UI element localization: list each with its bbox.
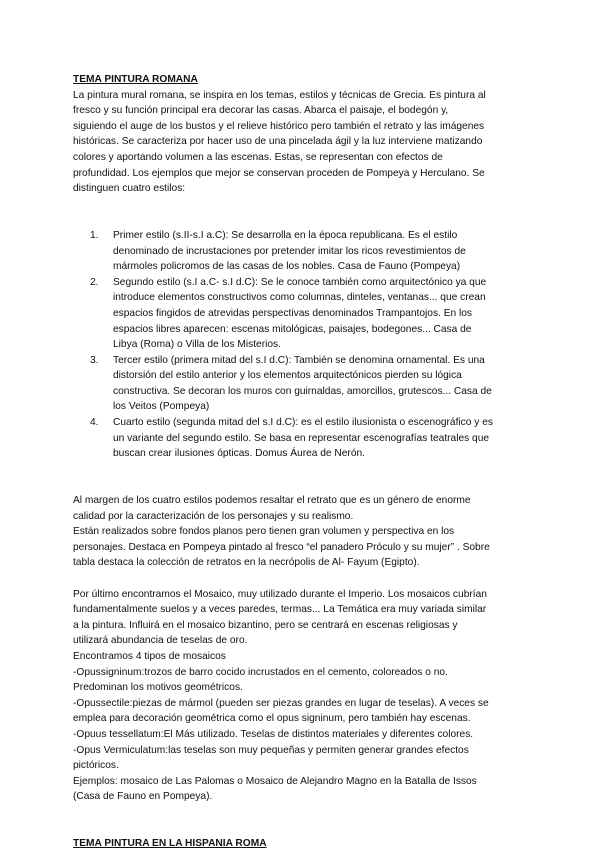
list-line: los Veitos (Pompeya) — [113, 401, 210, 413]
intro-line: distinguen cuatro estilos: — [73, 183, 186, 195]
list-item-style-2 — [73, 275, 538, 353]
list-line: espacios fingidos de atrevidas perspectivas denominados Trampantojos. En los — [113, 307, 473, 319]
mosaic-line: -Opus Vermiculatum:las teselas son muy pequeñas y permiten generar grandes efectos — [73, 744, 469, 756]
list-line: Cuarto estilo (segunda mitad del s.I d.C): es el estilo ilusionista o escenográfico y es — [113, 417, 493, 429]
list-line: buscan crear ilusiones ópticas. Domus Áurea de Nerón. — [113, 448, 365, 460]
list-line: introduce elementos constructivos como columnas, dinteles, ventanas... que crean — [113, 292, 486, 304]
section-title: TEMA PINTURA ROMANA — [73, 74, 198, 85]
portrait-line: Al margen de los cuatro estilos podemos resaltar el retrato que es un género de enorme — [73, 495, 471, 507]
portrait-line: personajes. Destaca en Pompeya pintado al fresco “el panadero Próculo y su mujer” . Sobre — [73, 541, 490, 553]
mosaic-line: (Casa de Fauno en Pompeya). — [73, 791, 213, 803]
portrait-line: Están realizados sobre fondos planos pero tienen gran volumen y perspectiva en los — [73, 526, 455, 538]
portrait-line: calidad por la caracterización de los personajes y su realismo. — [73, 510, 354, 522]
intro-line: siguiendo el auge de los bustos y el relieve histórico pero también el retrato y las imágenes — [73, 120, 485, 132]
list-line: mármoles policromos de las casas de los nobles. Casa de Fauno (Pompeya) — [113, 261, 461, 273]
styles-list — [73, 228, 538, 462]
mosaic-line: a la pintura. Influirá en el mosaico bizantino, pero se centrará en escenas religiosas y — [73, 619, 458, 631]
list-line: distorsión del estilo anterior y los elementos arquitectónicos pierden su lógica — [113, 370, 462, 382]
mosaic-line: Ejemplos: mosaico de Las Palomas o Mosaico de Alejandro Magno en la Batalla de Issos — [73, 775, 477, 787]
mosaic-line: fundamentalmente suelos y a veces paredes, termas... La Temática era muy variada similar — [73, 604, 487, 616]
mosaic-line: pictóricos. — [73, 760, 119, 772]
list-number: 1. — [90, 229, 99, 241]
mosaic-line: emplea para decoración geométrica como el opus signinum, pero también hay escenas. — [73, 713, 471, 725]
list-number: 4. — [90, 417, 99, 429]
list-line: Primer estilo (s.II-s.I a.C): Se desarrolla en la época republicana. Es el estilo — [113, 229, 458, 241]
mosaic-line: Encontramos 4 tipos de mosaicos — [73, 650, 226, 662]
list-item-style-1 — [73, 228, 538, 275]
list-line: Libya (Roma) o Villa de los Misterios. — [113, 339, 281, 351]
mosaic-line: Por último encontramos el Mosaico, muy utilizado durante el Imperio. Los mosaicos cubrían — [73, 588, 487, 600]
mosaic-line: -Opussectile:piezas de mármol (pueden ser piezas grandes en lugar de teselas). A veces se — [73, 697, 489, 709]
list-line: denominado de incrustaciones por pretender imitar los ricos revestimientos de — [113, 245, 466, 257]
mosaic-line: utilizará abundancia de teselas de oro. — [73, 635, 248, 647]
list-number: 3. — [90, 354, 99, 366]
list-item-style-3 — [73, 353, 538, 415]
intro-paragraph — [73, 88, 538, 197]
intro-line: colores y aportando volumen a las escenas. Estas, se representan con efectos de — [73, 151, 443, 163]
section-title-hispania: TEMA PINTURA EN LA HISPANIA ROMA — [73, 838, 267, 850]
mosaic-line: -Opussigninum:trozos de barro cocido incrustados en el cemento, coloreados o no. — [73, 666, 448, 678]
mosaic-line: -Opuus tessellatum:El Más utilizado. Teselas de distintos materiales y diferentes colores. — [73, 728, 474, 740]
list-number: 2. — [90, 276, 99, 288]
mosaic-paragraph — [73, 587, 538, 805]
list-line: constructiva. Se decoran los muros con guirnaldas, amorcillos, grutescos... Casa de — [113, 385, 492, 397]
list-line: un variante del segundo estilo. Se basa en representar escenografías teatrales que — [113, 432, 490, 444]
intro-line: fresco y su función principal era decorar las casas. Abarca el paisaje, el bodegón y, — [73, 105, 449, 117]
intro-line: profundidad. Los ejemplos que mejor se conservan proceden de Pompeya y Herculano. Se — [73, 167, 485, 179]
list-line: Tercer estilo (primera mitad del s.I d.C): También se denomina ornamental. Es una — [113, 354, 485, 366]
intro-line: La pintura mural romana, se inspira en los temas, estilos y técnicas de Grecia. Es pintura al — [73, 89, 486, 101]
portrait-line: tabla destaca la colección de retratos en la necrópolis de Al- Fayum (Egipto). — [73, 557, 420, 569]
intro-line: históricas. Se caracteriza por hacer uso de una pincelada ágil y la luz interviene matizando — [73, 136, 483, 148]
list-line: espacios libres aparecen: escenas mitológicas, paisajes, bodegones... Casa de — [113, 323, 472, 335]
mosaic-line: Predominan los motivos geométricos. — [73, 682, 243, 694]
portrait-paragraph — [73, 493, 538, 571]
list-line: Segundo estilo (s.I a.C- s.I d.C): Se le conoce también como arquitectónico ya que — [113, 276, 487, 288]
list-item-style-4 — [73, 415, 538, 462]
